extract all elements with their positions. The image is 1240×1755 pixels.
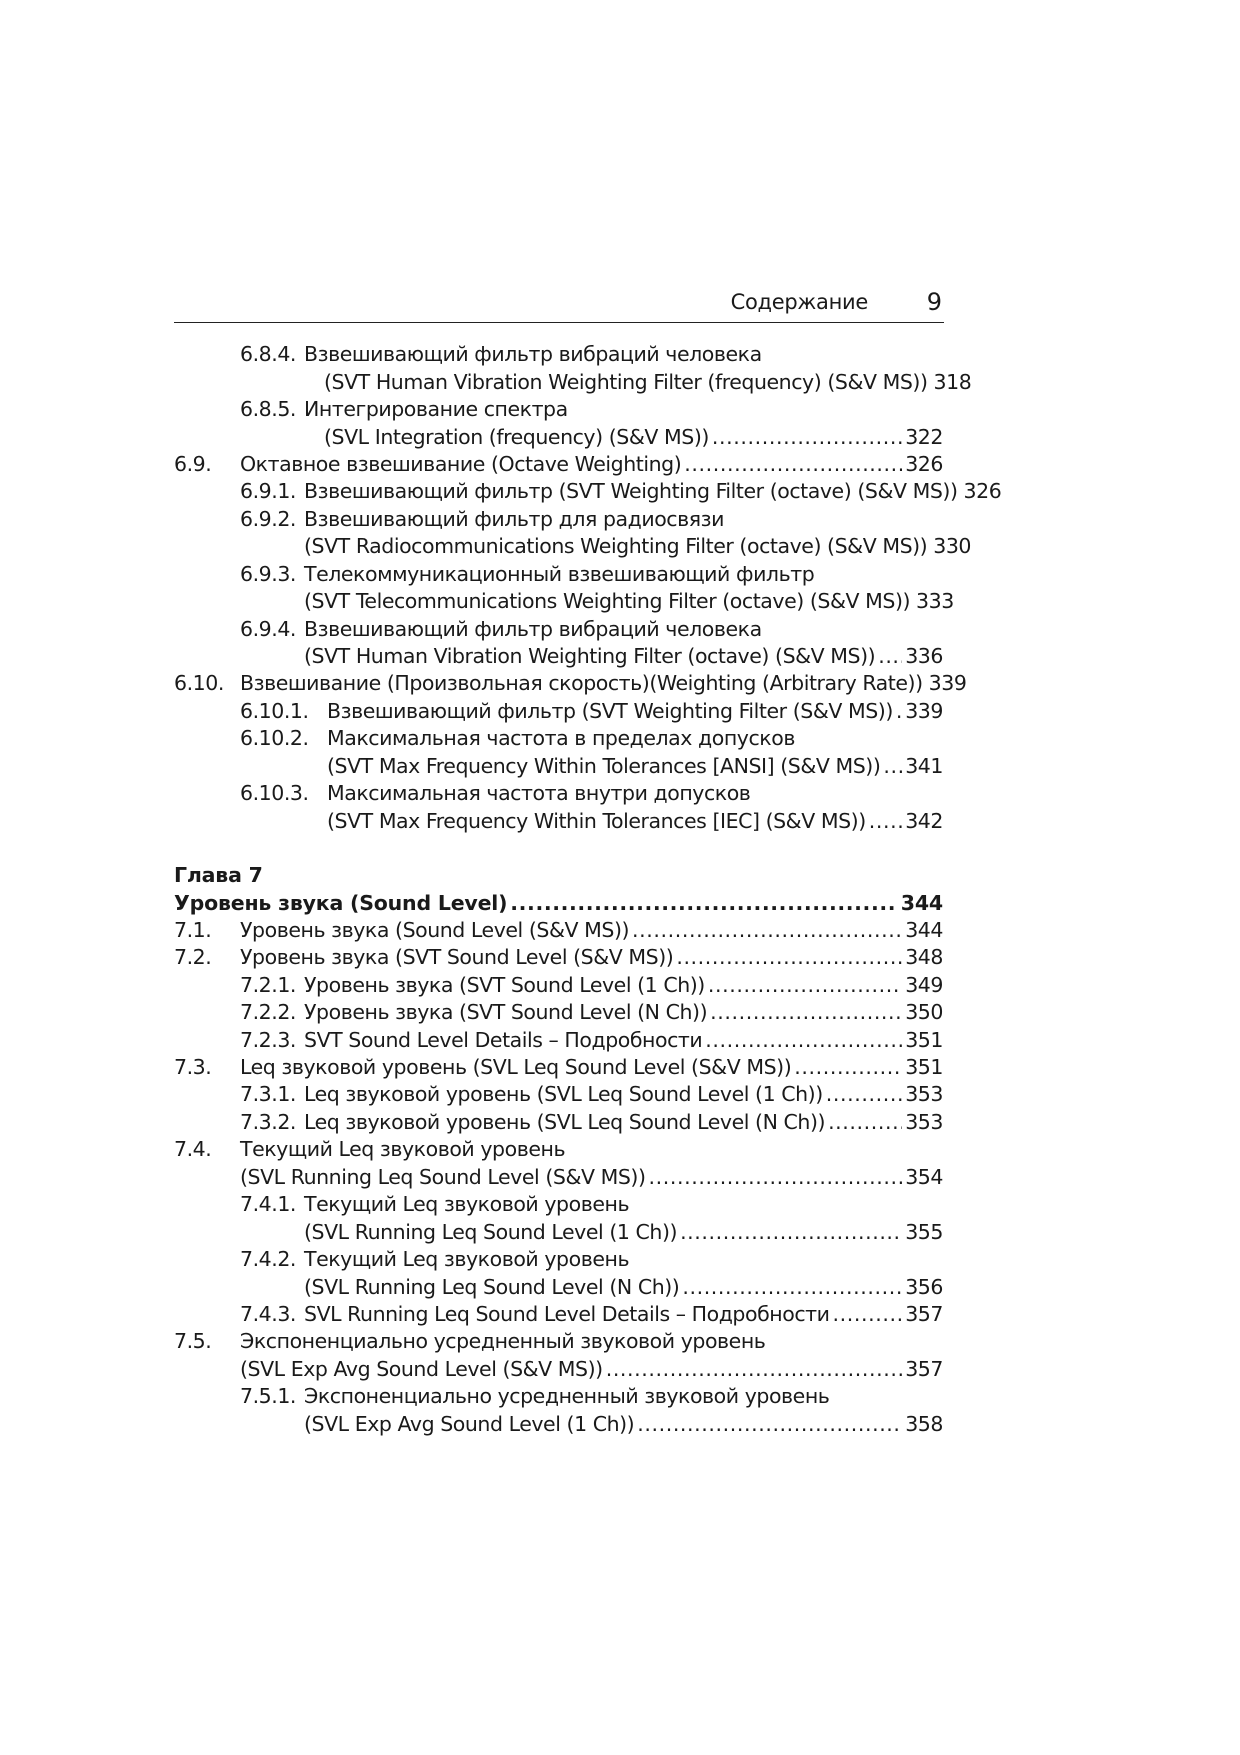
entry-text: Интегрирование спектра [304, 397, 568, 421]
entry-number: 6.10. [174, 671, 224, 695]
toc-entry [240, 1190, 943, 1218]
entry-text: (SVT Max Frequency Within Tolerances [IEC] (S&V MS)) [327, 809, 866, 833]
dot-leader [896, 697, 902, 725]
entry-text: Уровень звука (SVT Sound Level (S&V MS)) [240, 945, 674, 969]
toc-entry [240, 395, 943, 423]
toc-entry [240, 1080, 943, 1108]
entry-number: 7.3. [174, 1055, 212, 1079]
entry-page: 336 [905, 644, 943, 668]
entry-text: (SVT Max Frequency Within Tolerances [ANSI] (S&V MS)) [327, 754, 881, 778]
entry-page: 357 [905, 1357, 943, 1381]
toc-entry [240, 560, 943, 588]
entry-text: Уровень звука (SVT Sound Level (N Ch)) [304, 1000, 708, 1024]
entry-number: 6.10.3. [240, 781, 309, 805]
toc-entry [324, 423, 943, 451]
entry-page: 326 [963, 479, 1002, 503]
entry-number: 6.9.1. [240, 479, 296, 503]
toc-entry [174, 1053, 943, 1081]
entry-number: 7.1. [174, 918, 212, 942]
entry-page: 326 [905, 452, 943, 476]
entry-text: Уровень звука (Sound Level (S&V MS)) [240, 918, 630, 942]
entry-text: Экспоненциально усредненный звуковой уровень [240, 1329, 766, 1353]
dot-leader [682, 1273, 902, 1301]
dot-leader [680, 1218, 902, 1246]
toc-entry [240, 1163, 943, 1191]
entry-page: 322 [905, 425, 943, 449]
entry-text: Leq звуковой уровень (SVL Leq Sound Level (N Ch)) [304, 1110, 826, 1134]
dot-leader [712, 423, 902, 451]
entry-number: 7.5. [174, 1329, 212, 1353]
toc-entry [240, 1245, 943, 1273]
entry-text: Взвешивание (Произвольная скорость)(Weighting (Arbitrary Rate)) [240, 671, 923, 695]
toc-entry [174, 1135, 943, 1163]
entry-text: Уровень звука (Sound Level) [174, 891, 508, 915]
entry-page: 350 [905, 1000, 943, 1024]
entry-number: 7.2.2. [240, 1000, 296, 1024]
entry-text: Уровень звука (SVT Sound Level (1 Ch)) [304, 973, 705, 997]
dot-leader [878, 642, 902, 670]
entry-text: Взвешивающий фильтр вибраций человека [304, 342, 762, 366]
toc-entry [304, 1218, 943, 1246]
dot-leader [710, 998, 902, 1026]
dot-leader [828, 1108, 902, 1136]
dot-leader [883, 752, 902, 780]
entry-text: (SVL Running Leq Sound Level (N Ch)) [304, 1275, 680, 1299]
entry-number: 7.4.2. [240, 1247, 296, 1271]
entry-number: 6.10.2. [240, 726, 309, 750]
toc-entry [240, 971, 943, 999]
toc-entry [327, 807, 943, 835]
entry-number: 7.4.3. [240, 1302, 296, 1326]
entry-page: 357 [905, 1302, 943, 1326]
dot-leader [649, 1163, 903, 1191]
entry-page: 339 [905, 699, 943, 723]
entry-page: 318 [933, 370, 972, 394]
entry-text: Взвешивающий фильтр вибраций человека [304, 617, 762, 641]
dot-leader [676, 943, 902, 971]
chapter-title [174, 889, 943, 917]
toc-entry [304, 532, 972, 560]
toc-entry [240, 340, 943, 368]
toc-entry [240, 779, 943, 807]
dot-leader [637, 1410, 902, 1438]
entry-text: Leq звуковой уровень (SVL Leq Sound Level (1 Ch)) [304, 1082, 823, 1106]
entry-text: Взвешивающий фильтр для радиосвязи [304, 507, 724, 531]
entry-page: 344 [900, 891, 943, 915]
toc-entry [304, 587, 954, 615]
dot-leader [684, 450, 902, 478]
dot-leader [833, 1300, 903, 1328]
page-number: 9 [926, 288, 942, 316]
entry-page: 354 [905, 1165, 943, 1189]
entry-text: SVL Running Leq Sound Level Details – Подробности [304, 1302, 830, 1326]
toc-entry [304, 642, 943, 670]
entry-text: (SVT Radiocommunications Weighting Filter (octave) (S&V MS)) [304, 534, 928, 558]
entry-text: (SVL Exp Avg Sound Level (S&V MS)) [240, 1357, 603, 1381]
entry-number: 7.2. [174, 945, 212, 969]
entry-page: 353 [905, 1082, 943, 1106]
entry-text: Текущий Leq звуковой уровень [304, 1247, 630, 1271]
entry-text: SVT Sound Level Details – Подробности [304, 1028, 703, 1052]
dot-leader [606, 1355, 903, 1383]
dot-leader [869, 807, 902, 835]
header-title: Содержание [730, 290, 868, 314]
entry-number: 6.9. [174, 452, 212, 476]
entry-page: 351 [905, 1028, 943, 1052]
entry-page: 330 [933, 534, 972, 558]
entry-text: Октавное взвешивание (Octave Weighting) [240, 452, 682, 476]
toc-entry [174, 943, 943, 971]
entry-number: 6.8.4. [240, 342, 296, 366]
entry-text: (SVL Running Leq Sound Level (S&V MS)) [240, 1165, 646, 1189]
entry-text: Текущий Leq звуковой уровень [304, 1192, 630, 1216]
entry-text: Взвешивающий фильтр (SVT Weighting Filter (S&V MS)) [327, 699, 893, 723]
entry-page: 344 [905, 918, 943, 942]
entry-page: 349 [905, 973, 943, 997]
entry-text: Текущий Leq звуковой уровень [240, 1137, 566, 1161]
dot-leader [510, 889, 898, 917]
toc-entry [174, 450, 943, 478]
toc-entry [304, 1410, 943, 1438]
toc-entry [240, 998, 943, 1026]
toc-entry [174, 669, 967, 697]
toc-entry [174, 916, 943, 944]
entry-page: 358 [905, 1412, 943, 1436]
toc-entry [240, 615, 943, 643]
entry-page: 356 [905, 1275, 943, 1299]
chapter-label [174, 861, 943, 889]
entry-number: 7.5.1. [240, 1384, 296, 1408]
entry-page: 339 [928, 671, 967, 695]
entry-text: (SVL Running Leq Sound Level (1 Ch)) [304, 1220, 678, 1244]
entry-page: 351 [905, 1055, 943, 1079]
entry-text: (SVT Human Vibration Weighting Filter (frequency) (S&V MS)) [324, 370, 928, 394]
toc-entry [304, 1273, 943, 1301]
dot-leader [632, 916, 902, 944]
entry-text: (SVL Integration (frequency) (S&V MS)) [324, 425, 709, 449]
entry-number: 6.9.2. [240, 507, 296, 531]
toc-entry [240, 724, 943, 752]
entry-text: Взвешивающий фильтр (SVT Weighting Filter (octave) (S&V MS)) [304, 479, 958, 503]
entry-number: 6.9.4. [240, 617, 296, 641]
entry-page: 342 [905, 809, 943, 833]
toc-entry [174, 1327, 943, 1355]
dot-leader [708, 971, 902, 999]
entry-text: (SVT Telecommunications Weighting Filter (octave) (S&V MS)) [304, 589, 911, 613]
toc-entry [240, 1300, 943, 1328]
dot-leader [705, 1026, 902, 1054]
entry-page: 333 [916, 589, 954, 613]
entry-page: 348 [905, 945, 943, 969]
toc-entry [240, 697, 943, 725]
entry-number: 6.9.3. [240, 562, 296, 586]
entry-text: Экспоненциально усредненный звуковой уровень [304, 1384, 830, 1408]
toc-entry [240, 477, 1002, 505]
entry-text: Глава 7 [174, 863, 263, 887]
entry-text: Максимальная частота внутри допусков [327, 781, 751, 805]
toc-entry [240, 1382, 943, 1410]
entry-text: (SVT Human Vibration Weighting Filter (octave) (S&V MS)) [304, 644, 876, 668]
entry-number: 7.4. [174, 1137, 212, 1161]
toc-entry [240, 1355, 943, 1383]
entry-page: 341 [905, 754, 943, 778]
entry-text: Leq звуковой уровень (SVL Leq Sound Level (S&V MS)) [240, 1055, 792, 1079]
toc-entry [324, 368, 972, 396]
entry-text: Максимальная частота в пределах допусков [327, 726, 795, 750]
entry-number: 6.8.5. [240, 397, 296, 421]
entry-text: (SVL Exp Avg Sound Level (1 Ch)) [304, 1412, 635, 1436]
toc-entry [240, 505, 943, 533]
entry-number: 7.4.1. [240, 1192, 296, 1216]
entry-text: Телекоммуникационный взвешивающий фильтр [304, 562, 815, 586]
toc-entry [240, 1108, 943, 1136]
dot-leader [826, 1080, 902, 1108]
dot-leader [794, 1053, 902, 1081]
entry-number: 6.10.1. [240, 699, 309, 723]
entry-page: 353 [905, 1110, 943, 1134]
toc-entry [327, 752, 943, 780]
entry-number: 7.3.2. [240, 1110, 296, 1134]
entry-page: 355 [905, 1220, 943, 1244]
entry-number: 7.2.1. [240, 973, 296, 997]
entry-number: 7.3.1. [240, 1082, 296, 1106]
entry-number: 7.2.3. [240, 1028, 296, 1052]
toc-entry [240, 1026, 943, 1054]
